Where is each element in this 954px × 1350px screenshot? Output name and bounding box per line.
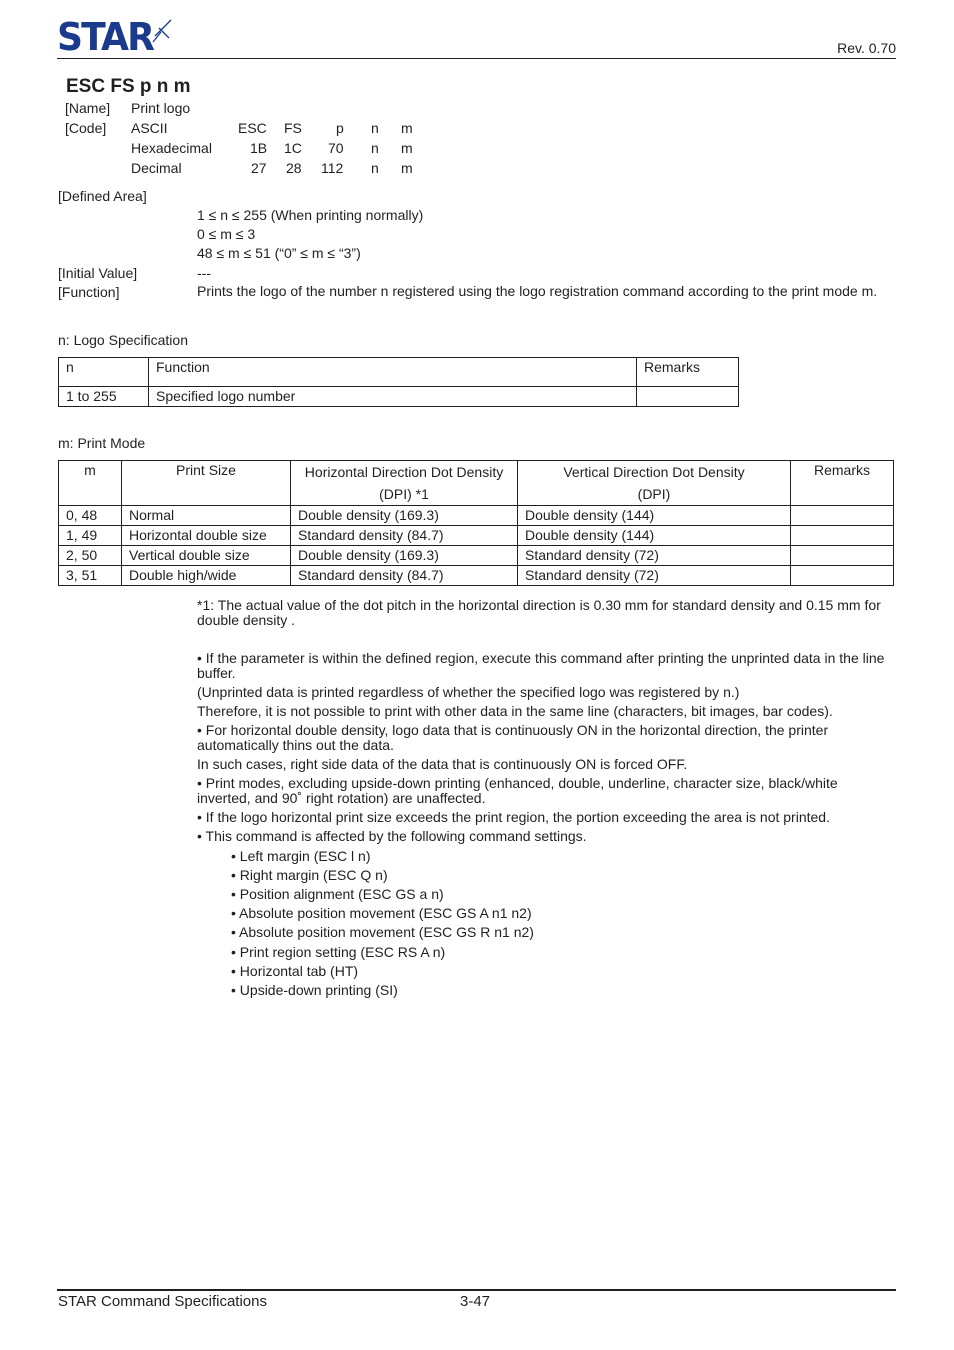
code-cell: m	[401, 120, 413, 136]
code-cell: FS	[284, 120, 302, 136]
table-cell	[791, 506, 894, 526]
header-rule	[57, 58, 896, 59]
sub-note: • Left margin (ESC l n)	[231, 848, 371, 864]
code-cell: 1B	[250, 140, 268, 156]
table-cell: Double density (144)	[518, 526, 791, 546]
function-label: [Function]	[58, 284, 120, 300]
defined-area-label: [Defined Area]	[58, 188, 147, 204]
print-mode-table	[58, 460, 894, 586]
table-header-cell: m	[59, 461, 122, 506]
note-paragraph: • This command is affected by the following command settings.	[197, 828, 587, 844]
table-header-cell: Horizontal Direction Dot Density (DPI) *1	[291, 461, 518, 506]
mode-table-caption: m: Print Mode	[58, 435, 146, 451]
table-cell: Vertical double size	[122, 546, 291, 566]
page-number: 3-47	[460, 1293, 491, 1310]
note-paragraph: (Unprinted data is printed regardless of whether the specified logo was registered by n.)	[197, 684, 740, 700]
table-cell: Standard density (84.7)	[291, 566, 518, 586]
code-cell: ESC	[238, 120, 267, 136]
code-cell: p	[336, 120, 344, 136]
logo-spec-table	[58, 357, 739, 407]
code-cell: 1C	[284, 140, 302, 156]
code-label: [Code]	[65, 120, 107, 136]
table-row	[59, 506, 894, 526]
table-cell: 2, 50	[59, 546, 122, 566]
code-cell: n	[371, 140, 379, 156]
table-header-row	[59, 358, 739, 387]
table-cell: Double high/wide	[122, 566, 291, 586]
initial-value: ---	[197, 265, 211, 281]
table-cell: Standard density (72)	[518, 566, 791, 586]
name-value: Print logo	[131, 100, 191, 116]
code-cell: 112	[321, 160, 344, 176]
table-row	[59, 546, 894, 566]
code-type: Hexadecimal	[131, 140, 212, 156]
footer-title: STAR Command Specifications	[58, 1293, 267, 1310]
initial-value-label: [Initial Value]	[58, 265, 138, 281]
table-cell	[791, 526, 894, 546]
sub-note: • Position alignment (ESC GS a n)	[231, 886, 444, 902]
table-header-cell: Remarks	[637, 358, 739, 387]
page-title: ESC FS p n m	[66, 76, 191, 97]
table-cell: Specified logo number	[149, 387, 637, 407]
sub-note: • Horizontal tab (HT)	[231, 963, 359, 979]
table-cell	[791, 566, 894, 586]
code-cell: m	[401, 160, 413, 176]
table-cell	[791, 546, 894, 566]
code-cell: n	[371, 160, 379, 176]
defined-area-line: 1 ≤ n ≤ 255 (When printing normally)	[197, 207, 424, 223]
table-header-cell: Print Size	[122, 461, 291, 506]
note-paragraph: • If the logo horizontal print size exceeds the print region, the portion exceeding the area is not printed.	[197, 809, 830, 825]
table-header-cell: n	[59, 358, 149, 387]
table-cell: 1 to 255	[59, 387, 149, 407]
name-label: [Name]	[65, 100, 111, 116]
table-cell: Horizontal double size	[122, 526, 291, 546]
sub-note: • Right margin (ESC Q n)	[231, 867, 388, 883]
sub-note: • Upside-down printing (SI)	[231, 982, 398, 998]
note-paragraph: • Print modes, excluding upside-down printing (enhanced, double, underline, character size, black/white inverted, and 90˚ right rotation) are unaffected.	[197, 775, 838, 806]
code-type: ASCII	[131, 120, 168, 136]
code-cell: m	[401, 140, 413, 156]
sub-note: • Print region setting (ESC RS A n)	[231, 944, 446, 960]
table-cell: Double density (169.3)	[291, 506, 518, 526]
table-row	[59, 566, 894, 586]
table-header-cell: Function	[149, 358, 637, 387]
revision-label: Rev. 0.70	[837, 40, 896, 56]
footer-rule	[57, 1289, 896, 1291]
sub-note: • Absolute position movement (ESC GS R n1 n2)	[231, 924, 534, 940]
logo-table-caption: n: Logo Specification	[58, 332, 188, 348]
table-header-cell: Vertical Direction Dot Density (DPI)	[518, 461, 791, 506]
table-header-cell: Remarks	[791, 461, 894, 506]
table-cell: 1, 49	[59, 526, 122, 546]
table-cell: Double density (144)	[518, 506, 791, 526]
table-cell: Normal	[122, 506, 291, 526]
function-text: Prints the logo of the number n registered using the logo registration command according to the print mode m.	[197, 283, 878, 299]
table-cell: Standard density (72)	[518, 546, 791, 566]
code-cell: 70	[328, 140, 344, 156]
defined-area-line: 48 ≤ m ≤ 51 (“0” ≤ m ≤ “3”)	[197, 245, 361, 261]
code-cell: 28	[286, 160, 302, 176]
table-cell: Standard density (84.7)	[291, 526, 518, 546]
table-header-row	[59, 461, 894, 506]
table-cell: 3, 51	[59, 566, 122, 586]
table-cell: 0, 48	[59, 506, 122, 526]
table-cell	[637, 387, 739, 407]
table-row	[59, 526, 894, 546]
note-paragraph: • For horizontal double density, logo data that is continuously ON in the horizontal direction, the printer automatically thins out the data.	[197, 722, 829, 753]
star-logo	[57, 18, 173, 57]
footnote: *1: The actual value of the dot pitch in the horizontal direction is 0.30 mm for standard density and 0.15 mm for double density .	[197, 597, 881, 628]
code-type: Decimal	[131, 160, 182, 176]
code-cell: 27	[251, 160, 267, 176]
note-paragraph: Therefore, it is not possible to print with other data in the same line (characters, bit images, bar codes).	[197, 703, 833, 719]
table-row	[59, 387, 739, 407]
note-paragraph: In such cases, right side data of the data that is continuously ON is forced OFF.	[197, 756, 688, 772]
defined-area-line: 0 ≤ m ≤ 3	[197, 226, 256, 242]
logo-text: STAR	[57, 18, 155, 54]
sub-note: • Absolute position movement (ESC GS A n1 n2)	[231, 905, 532, 921]
note-paragraph: • If the parameter is within the defined region, execute this command after printing the unprinted data in the line buffer.	[197, 650, 885, 681]
code-cell: n	[371, 120, 379, 136]
table-cell: Double density (169.3)	[291, 546, 518, 566]
